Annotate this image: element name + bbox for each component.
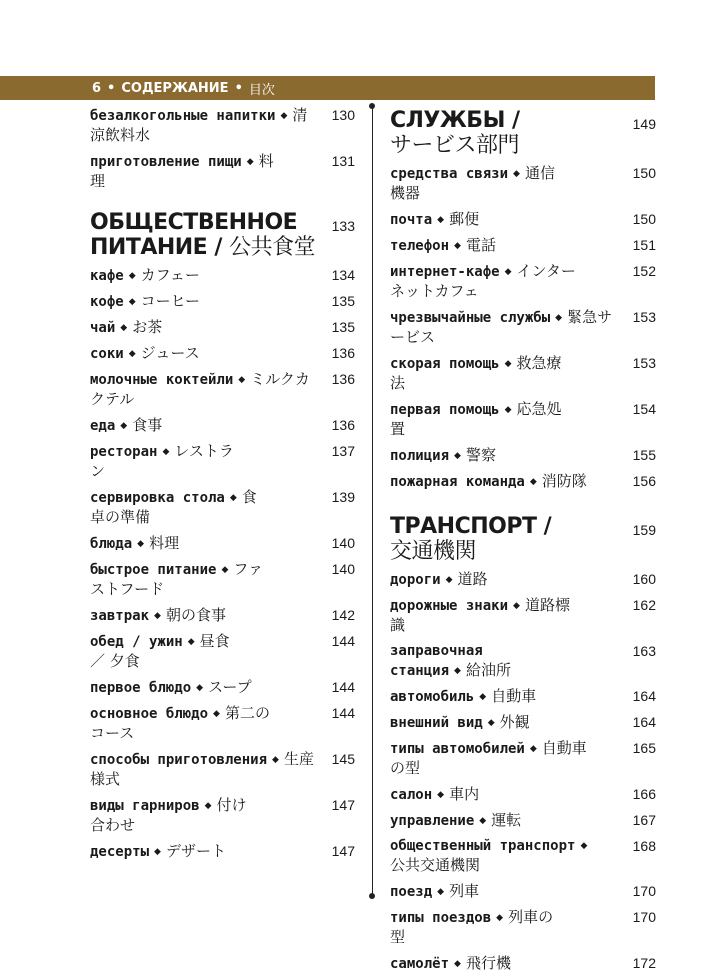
toc-section-heading[interactable] bbox=[90, 210, 355, 260]
diamond-icon: ◆ bbox=[454, 241, 461, 251]
toc-entry[interactable] bbox=[390, 785, 656, 805]
toc-entry[interactable] bbox=[390, 236, 656, 256]
entry-page: 150 bbox=[632, 165, 656, 181]
entry-page: 153 bbox=[632, 355, 656, 371]
entry-jp: 生産様式 bbox=[90, 750, 314, 788]
entry-ru: завтрак bbox=[90, 608, 150, 624]
entry-jp: スープ bbox=[208, 678, 252, 696]
toc-entry[interactable] bbox=[390, 400, 656, 440]
entry-ru: дорожные знаки bbox=[390, 598, 509, 614]
entry-ru: сервировка стола bbox=[90, 490, 225, 506]
entry-ru: пожарная команда bbox=[390, 474, 525, 490]
toc-entry[interactable] bbox=[90, 606, 355, 626]
entry-jp: 救急療法 bbox=[390, 354, 562, 392]
toc-entry[interactable] bbox=[390, 472, 656, 492]
diamond-icon: ◆ bbox=[454, 451, 461, 461]
entry-jp: 料理 bbox=[90, 152, 274, 190]
toc-entry[interactable] bbox=[390, 739, 656, 779]
toc-entry[interactable] bbox=[90, 318, 355, 338]
entry-ru: управление bbox=[390, 813, 475, 829]
entry-ru: первая помощь bbox=[390, 402, 500, 418]
entry-jp: 警察 bbox=[465, 446, 496, 464]
entry-page: 151 bbox=[632, 237, 656, 253]
toc-entry[interactable] bbox=[90, 560, 355, 600]
entry-jp: 食事 bbox=[132, 416, 163, 434]
entry-ru: соки bbox=[90, 346, 124, 362]
entry-jp: 付け合わせ bbox=[90, 796, 247, 834]
entry-page: 162 bbox=[632, 597, 656, 613]
entry-ru: кафе bbox=[90, 268, 124, 284]
entry-jp: 郵便 bbox=[449, 210, 480, 228]
entry-jp: 公共交通機関 bbox=[390, 856, 481, 874]
diamond-icon: ◆ bbox=[238, 375, 246, 385]
entry-ru: чай bbox=[90, 320, 116, 336]
entry-jp: 電話 bbox=[465, 236, 496, 254]
toc-entry[interactable] bbox=[390, 262, 656, 302]
diamond-icon: ◆ bbox=[280, 111, 288, 121]
entry-page: 167 bbox=[632, 812, 656, 828]
toc-left-column bbox=[90, 106, 355, 868]
header-separator: • bbox=[107, 80, 116, 96]
entry-ru: быстрое питание bbox=[90, 562, 217, 578]
entry-ru: автомобиль bbox=[390, 689, 475, 705]
entry-page: 130 bbox=[331, 107, 355, 123]
diamond-icon: ◆ bbox=[213, 709, 220, 719]
diamond-icon: ◆ bbox=[137, 539, 145, 549]
diamond-icon: ◆ bbox=[454, 666, 461, 676]
toc-entry[interactable] bbox=[90, 488, 355, 528]
entry-ru: почта bbox=[390, 212, 433, 228]
toc-entry[interactable] bbox=[390, 908, 656, 948]
entry-jp: 飛行機 bbox=[465, 954, 511, 972]
toc-entry[interactable] bbox=[90, 632, 355, 672]
diamond-icon: ◆ bbox=[487, 718, 495, 728]
diamond-icon: ◆ bbox=[496, 913, 504, 923]
diamond-icon: ◆ bbox=[454, 959, 461, 969]
entry-jp: 運転 bbox=[491, 811, 522, 829]
toc-entry[interactable] bbox=[390, 596, 656, 636]
entry-jp: ジュース bbox=[140, 344, 200, 362]
diamond-icon: ◆ bbox=[504, 267, 512, 277]
entry-ru: самолёт bbox=[390, 956, 450, 972]
diamond-icon: ◆ bbox=[479, 816, 487, 826]
toc-entry[interactable] bbox=[90, 266, 355, 286]
toc-entry[interactable] bbox=[390, 687, 656, 707]
section-title-ru: ОБЩЕСТВЕННОЕ ПИТАНИЕ / bbox=[90, 210, 298, 260]
entry-page: 170 bbox=[632, 883, 656, 899]
entry-jp: 昼食 ／ 夕食 bbox=[90, 632, 230, 670]
entry-page: 152 bbox=[632, 263, 656, 279]
entry-jp: 通信機器 bbox=[390, 164, 555, 202]
entry-ru: основное блюдо bbox=[90, 706, 209, 722]
entry-page: 136 bbox=[331, 417, 355, 433]
section-title-ru: ТРАНСПОРТ / bbox=[390, 514, 552, 539]
toc-entry[interactable] bbox=[390, 354, 656, 394]
entry-page: 136 bbox=[331, 371, 355, 387]
entry-ru: салон bbox=[390, 787, 433, 803]
entry-ru: кофе bbox=[90, 294, 124, 310]
entry-page: 147 bbox=[331, 797, 355, 813]
entry-ru: первое блюдо bbox=[90, 680, 192, 696]
page-number: 6 bbox=[92, 80, 102, 96]
toc-entry[interactable] bbox=[390, 954, 656, 974]
entry-jp: 列車の型 bbox=[390, 908, 554, 946]
entry-page: 147 bbox=[331, 843, 355, 859]
entry-ru: обед / ужин bbox=[90, 634, 183, 650]
entry-page: 144 bbox=[331, 705, 355, 721]
entry-ru: способы приготовления bbox=[90, 752, 268, 768]
entry-jp: 料理 bbox=[149, 534, 180, 552]
diamond-icon: ◆ bbox=[154, 847, 161, 857]
entry-page: 135 bbox=[331, 293, 355, 309]
entry-ru: интернет-кафе bbox=[390, 264, 500, 280]
entry-jp: 食卓の準備 bbox=[90, 488, 257, 526]
entry-ru: дороги bbox=[390, 572, 441, 588]
entry-jp: コーヒー bbox=[140, 292, 201, 310]
entry-jp: ファストフード bbox=[90, 560, 264, 598]
entry-ru: десерты bbox=[90, 844, 150, 860]
entry-ru: поезд bbox=[390, 884, 433, 900]
entry-ru: типы автомобилей bbox=[390, 741, 525, 757]
toc-section-heading[interactable] bbox=[390, 108, 656, 158]
section-title-ru: СЛУЖБЫ / bbox=[390, 108, 520, 133]
entry-jp: 道路標識 bbox=[390, 596, 570, 634]
entry-jp: 朝の食事 bbox=[165, 606, 226, 624]
section-page: 133 bbox=[331, 218, 355, 234]
toc-entry[interactable] bbox=[90, 442, 355, 482]
toc-entry[interactable] bbox=[390, 570, 656, 590]
entry-page: 156 bbox=[632, 473, 656, 489]
entry-page: 145 bbox=[331, 751, 355, 767]
entry-ru: молочные коктейли bbox=[90, 372, 234, 388]
entry-jp: 自動車の型 bbox=[390, 739, 587, 777]
entry-page: 165 bbox=[632, 740, 656, 756]
diamond-icon: ◆ bbox=[513, 601, 520, 611]
entry-page: 131 bbox=[331, 153, 355, 169]
diamond-icon: ◆ bbox=[555, 313, 563, 323]
diamond-icon: ◆ bbox=[154, 611, 161, 621]
entry-page: 164 bbox=[632, 714, 656, 730]
diamond-icon: ◆ bbox=[128, 271, 136, 281]
toc-entry[interactable] bbox=[390, 713, 656, 733]
diamond-icon: ◆ bbox=[445, 575, 453, 585]
entry-ru: блюда bbox=[90, 536, 133, 552]
diamond-icon: ◆ bbox=[128, 349, 136, 359]
entry-page: 166 bbox=[632, 786, 656, 802]
entry-page: 155 bbox=[632, 447, 656, 463]
entry-jp: ミルクカクテル bbox=[90, 370, 310, 408]
diamond-icon: ◆ bbox=[221, 565, 229, 575]
page-header-bar bbox=[0, 76, 655, 100]
diamond-icon: ◆ bbox=[272, 755, 279, 765]
entry-page: 136 bbox=[331, 345, 355, 361]
toc-right-column bbox=[390, 106, 656, 980]
entry-ru: приготовление пищи bbox=[90, 154, 242, 170]
entry-jp: 道路 bbox=[457, 570, 488, 588]
entry-jp: 給油所 bbox=[465, 661, 511, 679]
entry-page: 170 bbox=[632, 909, 656, 925]
entry-page: 140 bbox=[331, 535, 355, 551]
entry-ru: полиция bbox=[390, 448, 450, 464]
entry-jp: お茶 bbox=[132, 318, 163, 336]
entry-page: 135 bbox=[331, 319, 355, 335]
header-separator: • bbox=[234, 80, 243, 96]
toc-entry[interactable] bbox=[390, 446, 656, 466]
entry-jp: 消防隊 bbox=[541, 472, 587, 490]
diamond-icon: ◆ bbox=[437, 887, 445, 897]
toc-entry[interactable] bbox=[390, 837, 656, 876]
entry-page: 140 bbox=[331, 561, 355, 577]
column-divider bbox=[372, 106, 373, 896]
entry-page: 137 bbox=[331, 443, 355, 459]
toc-entry[interactable] bbox=[390, 811, 656, 831]
entry-jp: 清涼飲料水 bbox=[90, 106, 308, 144]
diamond-icon: ◆ bbox=[513, 169, 520, 179]
diamond-icon: ◆ bbox=[196, 683, 204, 693]
toc-entry[interactable] bbox=[390, 164, 656, 204]
toc-entry[interactable] bbox=[90, 416, 355, 436]
entry-page: 144 bbox=[331, 633, 355, 649]
entry-page: 153 bbox=[632, 309, 656, 325]
toc-entry[interactable] bbox=[390, 308, 656, 348]
entry-page: 134 bbox=[331, 267, 355, 283]
entry-jp: 外観 bbox=[499, 713, 530, 731]
diamond-icon: ◆ bbox=[580, 841, 588, 851]
toc-entry[interactable] bbox=[90, 678, 355, 698]
diamond-icon: ◆ bbox=[479, 692, 487, 702]
entry-jp: インターネットカフェ bbox=[390, 262, 576, 300]
section-title-jp: サービス部門 bbox=[390, 133, 520, 158]
diamond-icon: ◆ bbox=[529, 477, 537, 487]
diamond-icon: ◆ bbox=[120, 323, 128, 333]
entry-ru: чрезвычайные службы bbox=[390, 310, 551, 326]
entry-jp: 緊急サービス bbox=[390, 308, 613, 346]
diamond-icon: ◆ bbox=[120, 421, 128, 431]
entry-ru: заправочная станция bbox=[390, 643, 483, 679]
diamond-icon: ◆ bbox=[128, 297, 136, 307]
entry-page: 160 bbox=[632, 571, 656, 587]
diamond-icon: ◆ bbox=[229, 493, 237, 503]
entry-ru: общественный транспорт bbox=[390, 838, 576, 854]
header-title-jp: 目次 bbox=[248, 82, 275, 98]
toc-entry[interactable] bbox=[390, 642, 656, 681]
entry-page: 150 bbox=[632, 211, 656, 227]
entry-jp: 車内 bbox=[449, 785, 480, 803]
entry-ru: типы поездов bbox=[390, 910, 492, 926]
entry-jp: 応急処置 bbox=[390, 400, 562, 438]
toc-entry[interactable] bbox=[90, 796, 355, 836]
section-title-jp: 公共食堂 bbox=[229, 235, 316, 260]
entry-page: 144 bbox=[331, 679, 355, 695]
diamond-icon: ◆ bbox=[437, 790, 445, 800]
entry-ru: еда bbox=[90, 418, 116, 434]
diamond-icon: ◆ bbox=[162, 447, 170, 457]
entry-ru: виды гарниров bbox=[90, 798, 200, 814]
section-page: 159 bbox=[632, 522, 656, 538]
diamond-icon: ◆ bbox=[246, 157, 254, 167]
entry-ru: телефон bbox=[390, 238, 450, 254]
toc-entry[interactable] bbox=[90, 152, 355, 192]
entry-jp: カフェー bbox=[140, 266, 200, 284]
toc-entry[interactable] bbox=[90, 292, 355, 312]
entry-page: 142 bbox=[331, 607, 355, 623]
section-page: 149 bbox=[632, 116, 656, 132]
entry-ru: внешний вид bbox=[390, 715, 483, 731]
toc-entry[interactable] bbox=[90, 750, 355, 790]
entry-page: 139 bbox=[331, 489, 355, 505]
diamond-icon: ◆ bbox=[204, 801, 212, 811]
entry-page: 164 bbox=[632, 688, 656, 704]
entry-ru: безалкогольные напитки bbox=[90, 108, 276, 124]
toc-entry[interactable] bbox=[390, 882, 656, 902]
entry-ru: средства связи bbox=[390, 166, 509, 182]
toc-entry[interactable] bbox=[90, 370, 355, 410]
section-title-jp: 交通機関 bbox=[390, 539, 477, 564]
diamond-icon: ◆ bbox=[504, 359, 512, 369]
entry-jp: 第二のコース bbox=[90, 704, 270, 742]
entry-page: 163 bbox=[632, 643, 656, 659]
diamond-icon: ◆ bbox=[187, 637, 195, 647]
entry-page: 172 bbox=[632, 955, 656, 971]
entry-jp: レストラン bbox=[90, 442, 234, 480]
entry-ru: скорая помощь bbox=[390, 356, 500, 372]
toc-section-heading[interactable] bbox=[390, 514, 656, 564]
toc-entry[interactable] bbox=[90, 106, 355, 146]
diamond-icon: ◆ bbox=[529, 744, 537, 754]
entry-page: 168 bbox=[632, 838, 656, 854]
toc-entry[interactable] bbox=[90, 534, 355, 554]
entry-ru: ресторан bbox=[90, 444, 158, 460]
toc-entry[interactable] bbox=[90, 344, 355, 364]
entry-jp: 自動車 bbox=[491, 687, 537, 705]
entry-page: 154 bbox=[632, 401, 656, 417]
toc-entry[interactable] bbox=[390, 210, 656, 230]
header-title-ru: СОДЕРЖАНИЕ bbox=[121, 80, 229, 96]
entry-jp: デザート bbox=[165, 842, 226, 860]
entry-jp: 列車 bbox=[449, 882, 480, 900]
toc-entry[interactable] bbox=[90, 842, 355, 862]
diamond-icon: ◆ bbox=[437, 215, 445, 225]
diamond-icon: ◆ bbox=[504, 405, 512, 415]
toc-entry[interactable] bbox=[90, 704, 355, 744]
